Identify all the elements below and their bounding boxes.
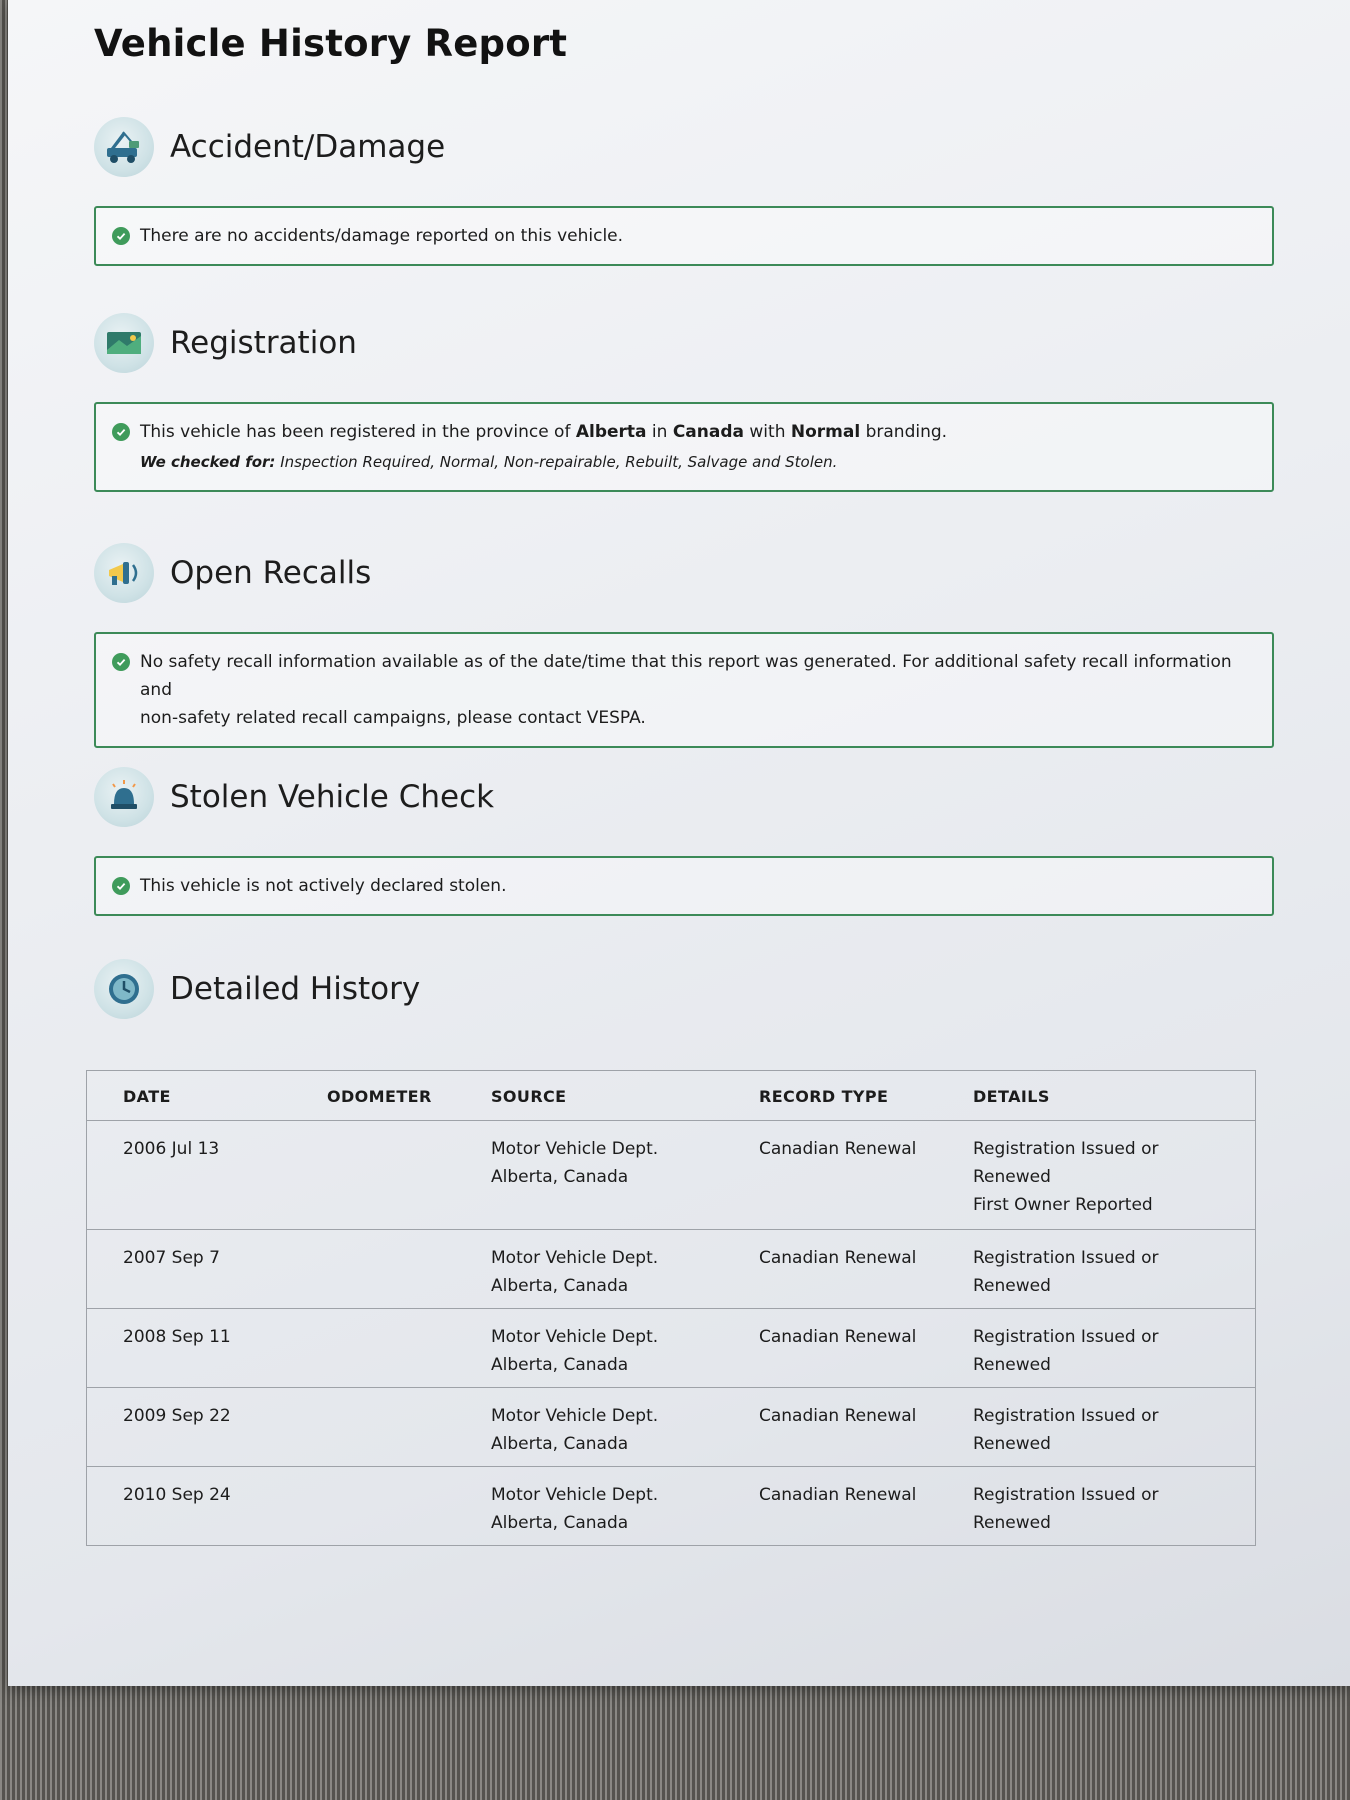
cell-source: [455, 1309, 723, 1388]
cell-odometer: [291, 1388, 455, 1467]
registration-branding: Normal: [790, 422, 861, 442]
cell-date: 2008 Sep 11: [87, 1309, 292, 1388]
cell-odometer: [291, 1467, 455, 1546]
source-line: Motor Vehicle Dept.: [491, 1139, 659, 1159]
history-table: [86, 1070, 1256, 1546]
cell-odometer: [291, 1309, 455, 1388]
section-accident: [94, 114, 1274, 266]
cell-record-type: Canadian Renewal: [723, 1388, 937, 1467]
details-line: Registration Issued or: [973, 1327, 1159, 1347]
table-row: [87, 1309, 1256, 1388]
source-line: Alberta, Canada: [491, 1167, 629, 1187]
cell-source: [455, 1121, 723, 1230]
cell-details: [937, 1309, 1256, 1388]
section-header: [94, 540, 1274, 606]
details-line: Registration Issued or: [973, 1406, 1159, 1426]
column-header-odometer: ODOMETER: [291, 1071, 455, 1121]
section-history: [94, 956, 1274, 1022]
section-title: Detailed History: [170, 971, 421, 1007]
table-row: [87, 1230, 1256, 1309]
section-title: Accident/Damage: [170, 129, 446, 165]
cell-record-type: Canadian Renewal: [723, 1230, 937, 1309]
section-registration: [94, 310, 1274, 492]
source-line: Motor Vehicle Dept.: [491, 1485, 659, 1505]
registration-text: This vehicle has been registered in the province of: [140, 422, 571, 442]
cell-details: [937, 1388, 1256, 1467]
registration-country: Canada: [672, 422, 744, 442]
report-page: [8, 0, 1350, 1686]
page-title: Vehicle History Report: [94, 22, 568, 65]
cell-record-type: Canadian Renewal: [723, 1121, 937, 1230]
details-line: Renewed: [973, 1355, 1051, 1375]
recalls-message-box: [94, 632, 1274, 748]
details-line: Renewed: [973, 1434, 1051, 1454]
column-header-date: DATE: [87, 1071, 292, 1121]
accident-message-box: [94, 206, 1274, 266]
message-line: [112, 222, 1256, 250]
cell-details: [937, 1230, 1256, 1309]
section-header: [94, 956, 1274, 1022]
section-recalls: [94, 540, 1274, 748]
section-title: Registration: [170, 325, 357, 361]
section-title: Open Recalls: [170, 555, 372, 591]
siren-icon: [94, 767, 154, 827]
checked-for-items: Inspection Required, Normal, Non-repairable, Rebuilt, Salvage and Stolen.: [280, 453, 838, 471]
cell-source: [455, 1467, 723, 1546]
cell-date: 2007 Sep 7: [87, 1230, 292, 1309]
cell-odometer: [291, 1230, 455, 1309]
source-line: Motor Vehicle Dept.: [491, 1327, 659, 1347]
cell-record-type: Canadian Renewal: [723, 1467, 937, 1546]
registration-text: branding.: [865, 422, 948, 442]
section-header: [94, 114, 1274, 180]
registration-text: with: [749, 422, 786, 442]
registration-message-box: [94, 402, 1274, 492]
stolen-message: This vehicle is not actively declared stolen.: [140, 876, 507, 896]
source-line: Motor Vehicle Dept.: [491, 1248, 659, 1268]
check-circle-icon: [112, 653, 130, 671]
registration-province: Alberta: [575, 422, 647, 442]
recalls-message: [140, 648, 1256, 732]
section-header: [94, 310, 1274, 376]
source-line: Alberta, Canada: [491, 1434, 629, 1454]
column-header-details: DETAILS: [937, 1071, 1256, 1121]
cell-details: [937, 1121, 1256, 1230]
cell-odometer: [291, 1121, 455, 1230]
source-line: Alberta, Canada: [491, 1355, 629, 1375]
section-stolen: [94, 764, 1274, 916]
message-line: [112, 648, 1256, 732]
table-row: [87, 1467, 1256, 1546]
cell-date: 2010 Sep 24: [87, 1467, 292, 1546]
source-line: Alberta, Canada: [491, 1513, 629, 1533]
details-line: Renewed: [973, 1513, 1051, 1533]
cell-details: [937, 1467, 1256, 1546]
message-line: [112, 872, 1256, 900]
report-content: [94, 22, 1274, 1533]
tow-truck-icon: [94, 117, 154, 177]
column-header-record-type: RECORD TYPE: [723, 1071, 937, 1121]
cell-date: 2009 Sep 22: [87, 1388, 292, 1467]
registration-card-icon: [94, 313, 154, 373]
details-line: First Owner Reported: [973, 1195, 1153, 1215]
table-row: [87, 1388, 1256, 1467]
accident-message: There are no accidents/damage reported on this vehicle.: [140, 226, 624, 246]
details-line: Renewed: [973, 1276, 1051, 1296]
message-line: [112, 418, 1256, 446]
recalls-message-line1: No safety recall information available as of the date/time that this report was generated. For additional safety recall information and: [140, 652, 1232, 700]
cell-date: 2006 Jul 13: [87, 1121, 292, 1230]
section-header: [94, 764, 1274, 830]
source-line: Alberta, Canada: [491, 1276, 629, 1296]
registration-text: in: [651, 422, 668, 442]
cell-source: [455, 1388, 723, 1467]
check-circle-icon: [112, 423, 130, 441]
checked-for-line: [140, 448, 1256, 476]
cell-record-type: Canadian Renewal: [723, 1309, 937, 1388]
recalls-message-line2: non-safety related recall campaigns, please contact VESPA.: [140, 708, 646, 728]
table-header-row: [87, 1071, 1256, 1121]
registration-message: [140, 418, 947, 446]
details-line: Renewed: [973, 1167, 1051, 1187]
cell-source: [455, 1230, 723, 1309]
column-header-source: SOURCE: [455, 1071, 723, 1121]
details-line: Registration Issued or: [973, 1248, 1159, 1268]
details-line: Registration Issued or: [973, 1485, 1159, 1505]
table-row: [87, 1121, 1256, 1230]
clock-icon: [94, 959, 154, 1019]
source-line: Motor Vehicle Dept.: [491, 1406, 659, 1426]
stolen-message-box: [94, 856, 1274, 916]
check-circle-icon: [112, 877, 130, 895]
checked-for-label: We checked for:: [140, 453, 276, 471]
check-circle-icon: [112, 227, 130, 245]
details-line: Registration Issued or: [973, 1139, 1159, 1159]
megaphone-icon: [94, 543, 154, 603]
section-title: Stolen Vehicle Check: [170, 779, 495, 815]
